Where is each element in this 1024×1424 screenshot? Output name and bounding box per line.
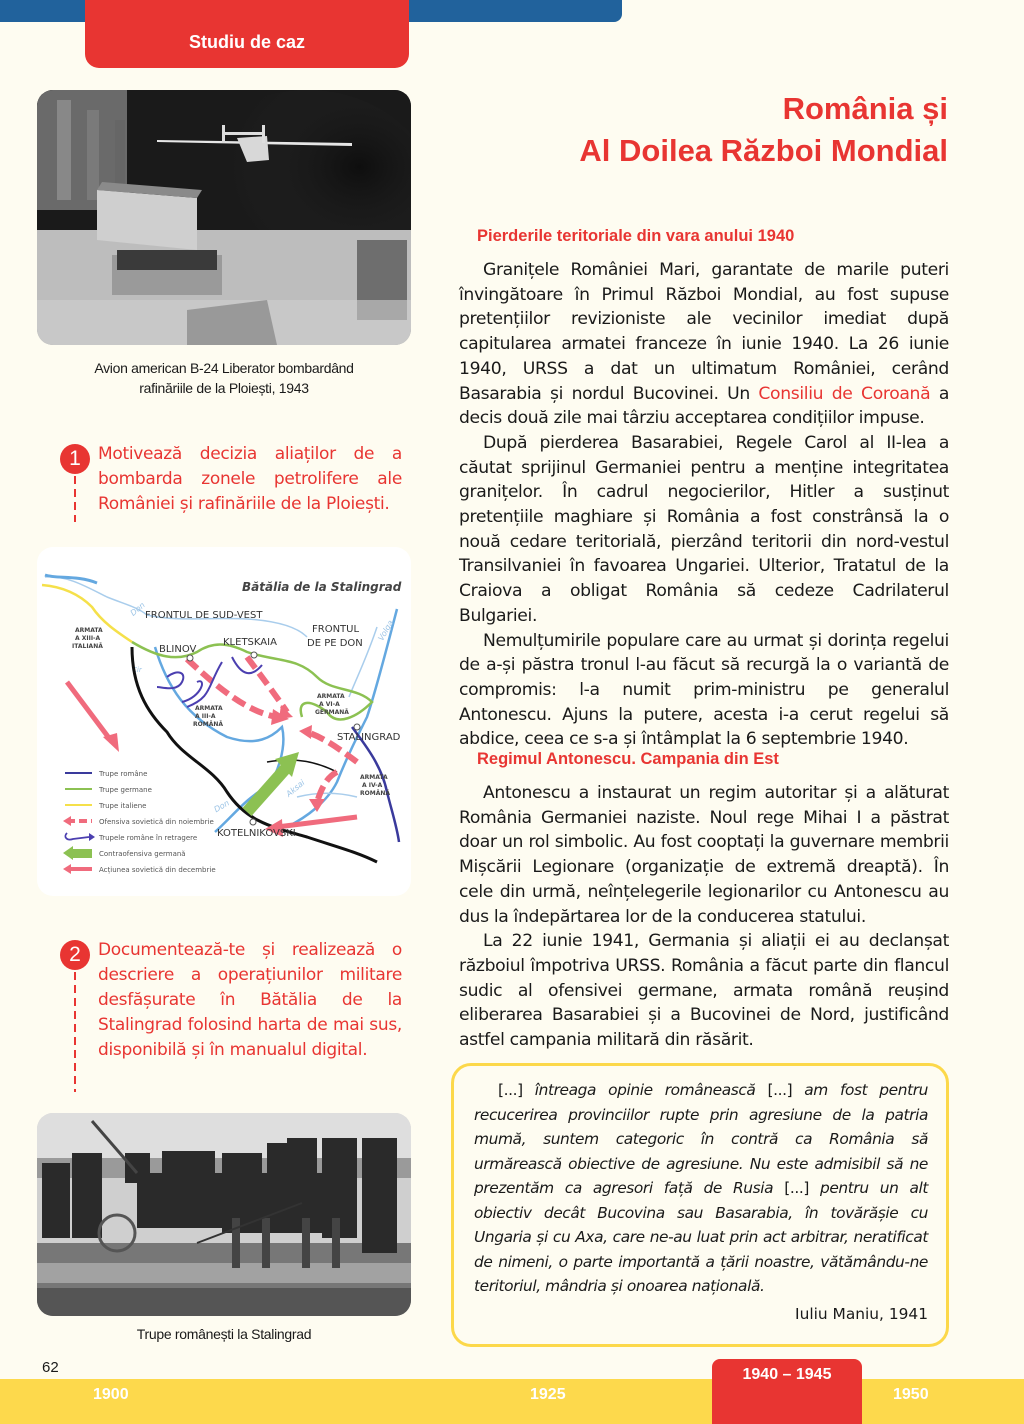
title-line-1: România și bbox=[782, 91, 948, 126]
german-counteroffensive-arrow bbox=[247, 767, 287, 812]
quote-ellipsis: [...] bbox=[784, 1179, 809, 1197]
legend-label: Trupe italiene bbox=[99, 802, 147, 810]
map-label-army: ROMÂNĂ bbox=[193, 721, 223, 728]
section-territorial-losses bbox=[459, 227, 949, 752]
timeline-bar bbox=[0, 1379, 1024, 1424]
map-river-label-cir: Cir bbox=[132, 666, 142, 674]
map-label-army: ARMATA bbox=[195, 705, 223, 712]
task-dashed-line bbox=[74, 972, 76, 1092]
paragraph: Antonescu a instaurat un regim autoritar și a alăturat România Germaniei naziste. Noul rege Mihai I a păstrat doar un rol simbolic. Au fost cooptați la guvernare membrii Mișcării Legionare (organizație de extremă dreaptă). În cele din urmă, neînțelegerile legionarilor cu Antonescu au dus la îndepărtarea lor de la conducerea statului. bbox=[459, 783, 949, 927]
map-river-label-volga: Volga bbox=[376, 618, 396, 643]
stalingrad-map bbox=[37, 547, 411, 896]
section-tab bbox=[85, 0, 409, 68]
timeline-label: 1950 bbox=[893, 1386, 929, 1403]
source-quote-box bbox=[451, 1063, 949, 1347]
quote-segment: pentru un alt obiectiv decât Bucovina sau Basarabia, în tovărășie cu Ungaria și cu Axa, care ne-au luat prin act arbitrar, neratificat de nimeni, o parte importantă a țării noastre, vătămându-ne teritoriul, mândria și onoarea națională. bbox=[474, 1179, 929, 1295]
troops-photo-caption: Trupe românești la Stalingrad bbox=[136, 1326, 312, 1342]
soviet-december-arrow bbox=[67, 682, 112, 742]
task-text: Documentează-te și realizează o descriere a operațiunilor militare desfășurate în Bătălia de la Stalingrad folosind harta de mai sus, disponibilă și în manualul digital. bbox=[98, 940, 402, 1060]
quote-text bbox=[474, 1078, 928, 1299]
timeline-active-period: 1940 – 1945 bbox=[712, 1359, 862, 1424]
map-river-label-don-south: Don bbox=[212, 798, 231, 815]
page-title bbox=[579, 88, 948, 172]
map-label-kotelnikovski: KOTELNIKOVSKI bbox=[217, 828, 296, 839]
quote-ellipsis: [...] bbox=[767, 1081, 793, 1099]
map-title: Bătălia de la Stalingrad bbox=[242, 580, 402, 594]
timeline-label: 1925 bbox=[530, 1386, 566, 1403]
map-label-army: ITALIANĂ bbox=[72, 643, 103, 650]
paragraph: După pierderea Basarabiei, Regele Carol al II-lea a căutat sprijinul Germaniei pentru a menține integritatea granițelor. În cadrul negocierilor, Hitler a susținut pretențiile maghiare și România a fost constrânsă la o nouă cedare teritorială, pierzând teritorii din nord-vestul Transilvaniei în favoarea Ungariei. Ulterior, Tratatul de la Craiova a obligat România să cedeze Cadrilaterul Bulgariei. bbox=[459, 432, 949, 626]
legend-swatch bbox=[71, 849, 92, 858]
map-label-front-don: FRONTUL bbox=[312, 624, 360, 635]
section-tab-label: Studiu de caz bbox=[188, 32, 305, 52]
map-label-blinov: BLINOV bbox=[159, 644, 197, 655]
quote-ellipsis: [...] bbox=[498, 1081, 523, 1099]
task-1 bbox=[60, 442, 402, 522]
quote-author: Iuliu Maniu, 1941 bbox=[795, 1304, 928, 1323]
caption-line: rafinăriile de la Ploiești, 1943 bbox=[139, 380, 309, 396]
map-river-label-aksai: Aksai bbox=[284, 778, 307, 799]
task-number-badge: 1 bbox=[60, 444, 90, 474]
legend-label: Trupe germane bbox=[99, 786, 152, 794]
river-upper bbox=[45, 575, 97, 583]
map-label-army: ARMATA bbox=[317, 693, 345, 700]
task-dashed-line bbox=[74, 476, 76, 522]
map-river-label-don-north: Don bbox=[128, 600, 147, 618]
map-label-army: A XIII-A bbox=[75, 635, 101, 642]
legend-label: Trupele române în retragere bbox=[99, 834, 198, 842]
legend-label: Contraofensiva germană bbox=[99, 850, 186, 858]
map-label-army: A IV-A bbox=[362, 782, 383, 789]
map-legend bbox=[63, 770, 216, 875]
map-label-army: ARMATA bbox=[75, 627, 103, 634]
section-antonescu-regime bbox=[459, 750, 949, 1053]
task-2 bbox=[60, 938, 402, 1088]
section-heading: Pierderile teritoriale din vara anului 1940 bbox=[477, 227, 795, 245]
map-label-kletskaia: KLETSKAIA bbox=[223, 637, 277, 648]
map-label-front-don: DE PE DON bbox=[307, 638, 363, 649]
legend-label: Ofensiva sovietică din noiembrie bbox=[99, 818, 214, 826]
legend-swatch bbox=[65, 833, 89, 840]
bomber-photo bbox=[37, 90, 411, 345]
timeline-label: 1900 bbox=[93, 1386, 129, 1403]
bomber-photo-caption bbox=[37, 358, 411, 398]
troops-photo bbox=[37, 1113, 411, 1316]
task-number-badge: 2 bbox=[60, 940, 90, 970]
section-heading: Regimul Antonescu. Campania din Est bbox=[477, 750, 779, 768]
paragraph: La 22 iunie 1941, Germania și aliații ei au declanșat războiul împotriva URSS. România a făcut parte din flancul sudic al ofensivei germane, armata română reușind eliberarea Basarabiei și a Bucovinei de Nord, justificând astfel campania militară din răsărit. bbox=[459, 931, 949, 1051]
soviet-december-arrow bbox=[277, 817, 357, 827]
page-number: 62 bbox=[42, 1359, 59, 1376]
quote-segment: am fost pentru recucerirea provinciilor rupte prin agresiune de la patria mumă, suntem categoric în contră ca România să urmărească obiective de agresiune. Nu este admisibil să ne prezentăm ca agresori față de Rusia bbox=[474, 1081, 928, 1197]
map-label-army: ARMATA bbox=[360, 774, 388, 781]
map-label-army: A III-A bbox=[195, 713, 216, 720]
paragraph bbox=[459, 258, 949, 431]
legend-label: Trupe române bbox=[99, 770, 148, 778]
map-label-army: GERMANĂ bbox=[315, 709, 349, 716]
paragraph-text: Granițele României Mari, garantate de marile puteri învingătoare în Primul Război Mondial, au fost supuse pretențiilor revizioniste ale vecinilor imediat după capitularea armatei franceze în iunie 1940. La 26 iunie 1940, URSS a dat un ultimatum României, cerând Basarabia și nordul Bucovinei. Un bbox=[459, 260, 949, 404]
map-label-stalingrad: STALINGRAD bbox=[337, 732, 401, 743]
quote-segment: întreaga opinie românească bbox=[522, 1081, 768, 1099]
paragraph: Nemulțumirile populare care au urmat și dorința regelui de a-și păstra tronul l-au făcut să recurgă la o variantă de compromis: l-a numit prim-ministru pe generalul Antonescu. Ajuns la putere, acesta i-a cerut regelui să abdice, ceea ce s-a și întâmplat la 6 septembrie 1940. bbox=[459, 630, 949, 750]
map-label-army: ROMÂNĂ bbox=[360, 790, 390, 797]
paragraph-text: a decis două zile mai târziu acceptarea condițiilor impuse. bbox=[459, 383, 949, 429]
map-label-army: A VI-A bbox=[319, 701, 340, 708]
task-text: Motivează decizia aliaților de a bombarda zonele petrolifere ale României și rafinăriile de la Ploiești. bbox=[98, 444, 402, 514]
title-line-2: Al Doilea Război Mondial bbox=[579, 133, 948, 168]
legend-label: Acțiunea sovietică din decembrie bbox=[99, 866, 216, 874]
map-label-front-sw: FRONTUL DE SUD-VEST bbox=[145, 610, 263, 621]
glossary-term-link[interactable]: Consiliu de Coroană bbox=[758, 383, 931, 404]
caption-line: Avion american B-24 Liberator bombardând bbox=[94, 360, 354, 376]
